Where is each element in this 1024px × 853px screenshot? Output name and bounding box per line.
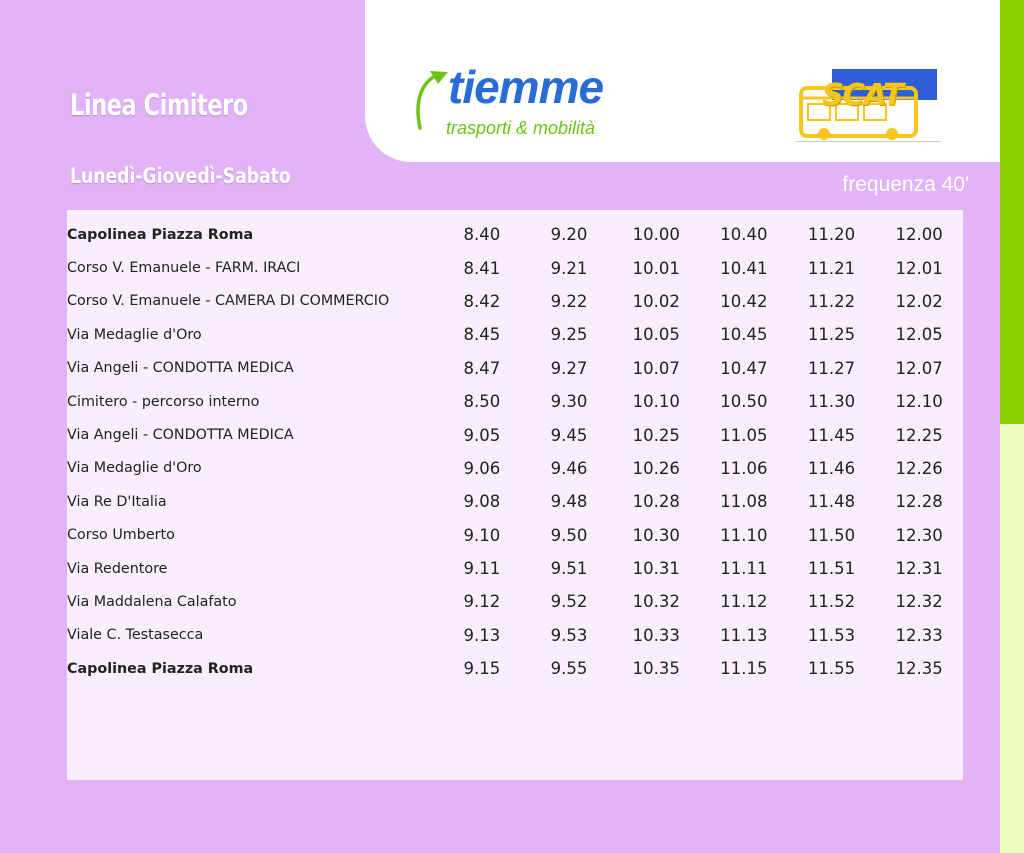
table-row — [67, 318, 963, 351]
departure-time: 9.15 — [463, 659, 501, 679]
stop-name: Via Medaglie d'Oro — [67, 460, 202, 477]
departure-time: 10.05 — [632, 325, 680, 345]
departure-time: 10.50 — [720, 392, 768, 412]
stop-name: Via Maddalena Calafato — [67, 593, 237, 610]
departure-time: 11.10 — [720, 525, 768, 545]
departure-time: 9.50 — [550, 525, 588, 545]
frequency-label: frequenza 40' — [842, 173, 969, 196]
departure-time: 12.28 — [895, 492, 943, 512]
departure-time: 11.48 — [807, 492, 856, 512]
departure-time: 9.13 — [463, 625, 501, 645]
stop-name: Corso V. Emanuele - CAMERA DI COMMERCIO — [67, 293, 390, 310]
departure-time: 11.46 — [807, 458, 856, 478]
stop-name: Viale C. Testasecca — [67, 627, 204, 644]
stop-name: Capolinea Piazza Roma — [67, 226, 254, 243]
departure-time: 12.10 — [895, 392, 943, 412]
table-row — [67, 485, 963, 518]
table-row — [67, 652, 963, 685]
timetable-panel — [67, 210, 963, 780]
departure-time: 11.30 — [807, 392, 856, 412]
departure-time: 9.45 — [550, 425, 588, 445]
departure-time: 10.07 — [632, 358, 680, 378]
departure-time: 10.25 — [632, 425, 680, 445]
departure-time: 10.30 — [632, 525, 680, 545]
table-row — [67, 218, 963, 251]
departure-time: 11.55 — [807, 659, 856, 679]
table-row — [67, 452, 963, 485]
departure-time: 11.21 — [807, 258, 856, 278]
departure-time: 10.00 — [632, 225, 680, 245]
departure-time: 9.12 — [463, 592, 501, 612]
departure-time: 10.32 — [632, 592, 680, 612]
departure-time: 12.05 — [895, 325, 943, 345]
stop-name: Corso V. Emanuele - FARM. IRACI — [67, 260, 301, 277]
departure-time: 12.26 — [895, 458, 943, 478]
departure-time: 10.01 — [632, 258, 680, 278]
stop-name: Capolinea Piazza Roma — [67, 660, 254, 677]
departure-time: 10.45 — [720, 325, 768, 345]
departure-time: 9.11 — [463, 559, 501, 579]
departure-time: 12.07 — [895, 358, 943, 378]
swoosh-arrow-icon — [410, 66, 450, 136]
departure-time: 9.55 — [550, 659, 588, 679]
tiemme-logo-word: tiemme — [448, 61, 604, 113]
departure-time: 9.52 — [550, 592, 588, 612]
departure-time: 10.28 — [632, 492, 680, 512]
departure-time: 9.30 — [550, 392, 588, 412]
side-strip-green — [1000, 0, 1024, 424]
departure-time: 9.46 — [550, 458, 588, 478]
departure-time: 11.12 — [720, 592, 768, 612]
departure-time: 9.05 — [463, 425, 501, 445]
table-row — [67, 519, 963, 552]
departure-time: 9.10 — [463, 525, 501, 545]
stop-name: Via Redentore — [67, 560, 168, 577]
departure-time: 11.22 — [807, 291, 856, 311]
line-title: Linea Cimitero — [70, 88, 248, 122]
departure-time: 12.35 — [895, 659, 943, 679]
stop-name: Corso Umberto — [67, 527, 175, 544]
departure-time: 11.50 — [807, 525, 856, 545]
departure-time: 9.25 — [550, 325, 588, 345]
departure-time: 9.06 — [463, 458, 501, 478]
tiemme-logo — [410, 61, 635, 146]
departure-time: 8.45 — [463, 325, 501, 345]
departure-time: 8.40 — [463, 225, 501, 245]
departure-time: 10.41 — [720, 258, 768, 278]
stop-name: Via Medaglie d'Oro — [67, 326, 202, 343]
departure-time: 10.42 — [720, 291, 768, 311]
table-row — [67, 385, 963, 418]
departure-time: 12.32 — [895, 592, 943, 612]
stop-name: Via Angeli - CONDOTTA MEDICA — [67, 427, 294, 444]
departure-time: 11.06 — [720, 458, 768, 478]
departure-time: 11.13 — [720, 625, 768, 645]
departure-time: 10.26 — [632, 458, 680, 478]
departure-time: 10.35 — [632, 659, 680, 679]
departure-time: 10.02 — [632, 291, 680, 311]
departure-time: 10.33 — [632, 625, 680, 645]
table-row — [67, 619, 963, 652]
departure-time: 11.15 — [720, 659, 768, 679]
departure-time: 8.41 — [463, 258, 501, 278]
scat-logo-word: SCAT — [822, 78, 903, 113]
departure-time: 9.27 — [550, 358, 588, 378]
departure-time: 9.51 — [550, 559, 588, 579]
departure-time: 9.22 — [550, 291, 588, 311]
timetable — [67, 218, 963, 685]
departure-time: 10.40 — [720, 225, 768, 245]
departure-time: 11.52 — [807, 592, 856, 612]
table-row — [67, 285, 963, 318]
departure-time: 10.47 — [720, 358, 768, 378]
departure-time: 9.08 — [463, 492, 501, 512]
departure-time: 11.25 — [807, 325, 856, 345]
table-row — [67, 352, 963, 385]
departure-time: 11.05 — [720, 425, 768, 445]
table-row — [67, 251, 963, 284]
departure-time: 11.27 — [807, 358, 856, 378]
departure-time: 9.20 — [550, 225, 588, 245]
departure-time: 11.51 — [807, 559, 856, 579]
service-days: Lunedì-Giovedì-Sabato — [70, 164, 291, 188]
table-row — [67, 585, 963, 618]
departure-time: 12.31 — [895, 559, 943, 579]
departure-time: 11.11 — [720, 559, 768, 579]
table-row — [67, 552, 963, 585]
timetable-body — [67, 218, 963, 685]
departure-time: 11.45 — [807, 425, 856, 445]
departure-time: 8.47 — [463, 358, 501, 378]
table-row — [67, 418, 963, 451]
departure-time: 12.02 — [895, 291, 943, 311]
departure-time: 8.50 — [463, 392, 501, 412]
departure-time: 11.08 — [720, 492, 768, 512]
departure-time: 11.20 — [807, 225, 856, 245]
departure-time: 9.21 — [550, 258, 588, 278]
stop-name: Via Angeli - CONDOTTA MEDICA — [67, 360, 294, 377]
departure-time: 11.53 — [807, 625, 856, 645]
departure-time: 12.25 — [895, 425, 943, 445]
departure-time: 9.53 — [550, 625, 588, 645]
departure-time: 8.42 — [463, 291, 501, 311]
departure-time: 12.00 — [895, 225, 943, 245]
departure-time: 10.10 — [632, 392, 680, 412]
departure-time: 12.01 — [895, 258, 943, 278]
departure-time: 10.31 — [632, 559, 680, 579]
departure-time: 9.48 — [550, 492, 588, 512]
stop-name: Via Re D'Italia — [67, 493, 167, 510]
stop-name: Cimitero - percorso interno — [67, 393, 260, 410]
departure-time: 12.30 — [895, 525, 943, 545]
scat-logo — [796, 68, 941, 142]
departure-time: 12.33 — [895, 625, 943, 645]
tiemme-logo-tagline: trasporti & mobilità — [446, 118, 596, 138]
